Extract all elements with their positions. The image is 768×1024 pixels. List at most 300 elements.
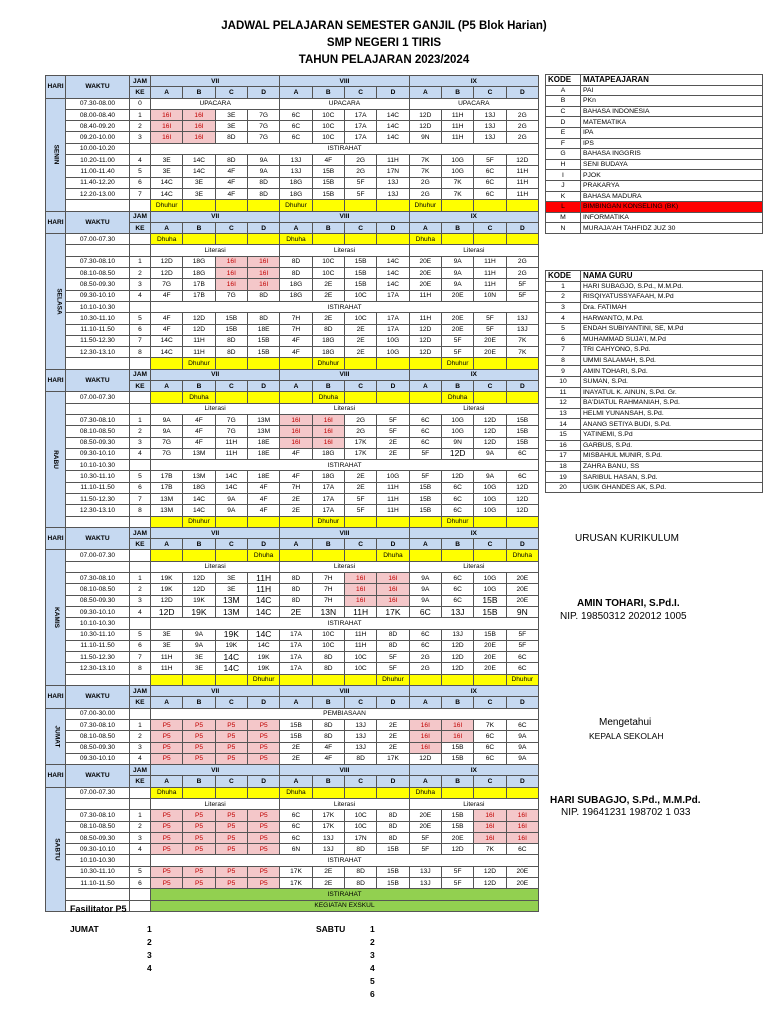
period-cell (130, 358, 151, 369)
table-row (46, 674, 539, 685)
dhuha-cell: Dhuha (247, 550, 279, 561)
schedule-cell: 5F (441, 878, 473, 889)
dhuha-cell (247, 787, 279, 798)
dhuhur-cell (344, 200, 376, 211)
teacher-name: HARWANTO, M.Pd. (581, 313, 763, 324)
period-cell: 6 (130, 324, 151, 335)
schedule-cell: 14C (215, 652, 247, 663)
fasilitator-number: 3 (370, 950, 375, 960)
time-cell (66, 799, 130, 810)
schedule-cell: 9N (441, 437, 473, 448)
hari-header: HARI (46, 686, 66, 709)
schedule-cell: 19K (183, 595, 215, 606)
subject-row (546, 180, 763, 191)
schedule-cell: 15B (441, 742, 473, 753)
schedule-cell: 16I (312, 414, 344, 425)
schedule-cell: 8D (247, 188, 279, 199)
fasilitator-number: 5 (370, 976, 375, 986)
schedule-cell: 13M (247, 426, 279, 437)
dhuhur-cell: Dhuhur (409, 200, 441, 211)
grade-header: VIII (280, 686, 409, 697)
class-header: B (312, 87, 344, 98)
schedule-cell: 3E (183, 177, 215, 188)
time-cell: 11.10-11.50 (66, 878, 130, 889)
schedule-cell: P5 (151, 866, 183, 877)
dhuhur-cell (280, 674, 312, 685)
time-cell: 08.50-09.30 (66, 742, 130, 753)
schedule-cell: 2E (344, 335, 376, 346)
schedule-cell: 13J (280, 155, 312, 166)
subject-legend (545, 74, 763, 234)
dhuha-cell: Dhuha (312, 392, 344, 403)
schedule-cell: 8D (344, 844, 376, 855)
schedule-cell: 18G (183, 256, 215, 267)
time-cell: 11.10-11.50 (66, 640, 130, 651)
dhuha-cell: Dhuha (409, 787, 441, 798)
schedule-cell: P5 (247, 878, 279, 889)
period-cell: 1 (130, 719, 151, 730)
schedule-cell: 4F (280, 471, 312, 482)
time-cell: 10.10-10.30 (66, 618, 130, 629)
schedule-cell: 15B (409, 482, 441, 493)
class-header: A (409, 222, 441, 233)
class-header: D (377, 539, 409, 550)
dhuha-cell (215, 550, 247, 561)
table-row (46, 844, 539, 855)
schedule-cell: 17A (344, 109, 376, 120)
schedule-cell: 13J (506, 324, 538, 335)
schedule-cell: P5 (247, 753, 279, 764)
schedule-cell: 13M (151, 493, 183, 504)
table-row (46, 821, 539, 832)
time-cell: 10.30-11.10 (66, 866, 130, 877)
period-cell: 0 (130, 98, 151, 109)
subject-code: F (546, 138, 581, 149)
schedule-cell: 6C (506, 844, 538, 855)
schedule-cell: 13M (183, 448, 215, 459)
period-cell (130, 460, 151, 471)
time-cell: 08.10-08.50 (66, 584, 130, 595)
subject-code: K (546, 191, 581, 202)
time-cell: 11.50-12.30 (66, 335, 130, 346)
schedule-cell: 12D (441, 652, 473, 663)
schedule-cell: 7G (247, 109, 279, 120)
schedule-cell: 10G (441, 414, 473, 425)
schedule-cell: 10C (344, 652, 376, 663)
schedule-cell: 20E (441, 832, 473, 843)
schedule-cell: 4F (280, 448, 312, 459)
schedule-cell: 15B (474, 606, 506, 617)
schedule-cell: 18G (183, 268, 215, 279)
day-header-row (46, 527, 539, 538)
schedule-cell: 16I (247, 279, 279, 290)
time-cell: 12.30-13.10 (66, 347, 130, 358)
class-header: D (506, 776, 538, 787)
class-header: D (377, 87, 409, 98)
schedule-cell: 20E (409, 821, 441, 832)
class-header: D (506, 539, 538, 550)
period-cell: 8 (130, 505, 151, 516)
subject-code: N (546, 223, 581, 234)
schedule-cell: 14C (247, 640, 279, 651)
time-cell: 08.50-09.30 (66, 832, 130, 843)
dhuhur-cell (247, 516, 279, 527)
schedule-cell: 10G (441, 155, 473, 166)
jam-header: JAM (130, 76, 151, 87)
class-header: B (441, 539, 473, 550)
table-row (46, 290, 539, 301)
schedule-cell: 20E (506, 595, 538, 606)
fasilitator-jumat-label: JUMAT (70, 924, 99, 934)
fasilitator-number: 6 (370, 989, 375, 999)
schedule-cell: 16I (377, 595, 409, 606)
schedule-cell: 8D (312, 652, 344, 663)
time-cell: 12.30-13.10 (66, 663, 130, 674)
period-cell (130, 200, 151, 211)
table-row (46, 324, 539, 335)
schedule-cell: 13J (344, 719, 376, 730)
schedule-cell: P5 (151, 878, 183, 889)
schedule-cell: 10C (344, 810, 376, 821)
schedule-cell: 12D (409, 753, 441, 764)
schedule-cell: 20E (409, 256, 441, 267)
schedule-cell: P5 (215, 810, 247, 821)
schedule-cell: 7K (474, 719, 506, 730)
schedule-cell: 11H (215, 448, 247, 459)
time-cell: 07.30-08.10 (66, 573, 130, 584)
schedule-cell: 12D (151, 606, 183, 617)
teacher-row (546, 440, 763, 451)
schedule-cell: 6C (506, 719, 538, 730)
period-cell: 4 (130, 606, 151, 617)
time-cell: 08.40-09.20 (66, 121, 130, 132)
schedule-cell: 16I (441, 719, 473, 730)
grade-header: VII (151, 686, 280, 697)
dhuhur-cell: Dhuhur (183, 358, 215, 369)
schedule-cell: 2G (409, 177, 441, 188)
schedule-cell: 16I (280, 437, 312, 448)
subject-row (546, 202, 763, 213)
class-header: B (441, 697, 473, 708)
schedule-cell: 17N (377, 166, 409, 177)
schedule-cell: 10C (344, 821, 376, 832)
time-cell: 10.10-10.30 (66, 460, 130, 471)
schedule-cell: 3E (151, 629, 183, 640)
schedule-cell: 4F (280, 335, 312, 346)
schedule-cell: P5 (247, 742, 279, 753)
schedule-cell: 2G (344, 166, 376, 177)
class-header: B (183, 539, 215, 550)
schedule-cell: 9A (441, 256, 473, 267)
time-cell: 08.50-09.30 (66, 437, 130, 448)
activity-cell: ISTIRAHAT (151, 855, 539, 866)
schedule-cell: 10C (312, 640, 344, 651)
schedule-cell: 17A (280, 652, 312, 663)
schedule-cell: 2G (506, 132, 538, 143)
schedule-cell: 12D (506, 493, 538, 504)
dhuhur-cell: Dhuhur (312, 516, 344, 527)
schedule-cell: 16I (474, 832, 506, 843)
schedule-cell: 8D (280, 573, 312, 584)
schedule-cell: 7K (506, 335, 538, 346)
table-row (46, 347, 539, 358)
subject-title-header: MATAPEAJARAN (581, 75, 763, 86)
schedule-cell: 14C (377, 121, 409, 132)
schedule-cell: 2E (280, 606, 312, 617)
period-cell (130, 674, 151, 685)
activity-cell: Literasi (280, 245, 409, 256)
schedule-cell: 2G (409, 663, 441, 674)
schedule-cell: 2E (312, 878, 344, 889)
schedule-cell: P5 (183, 878, 215, 889)
class-header: D (506, 381, 538, 392)
dhuha-cell (280, 550, 312, 561)
schedule-cell: 7G (215, 426, 247, 437)
class-header: C (344, 222, 376, 233)
time-cell: 12.20-13.00 (66, 188, 130, 199)
activity-cell: Literasi (280, 799, 409, 810)
period-cell: 2 (130, 731, 151, 742)
hari-header: HARI (46, 765, 66, 788)
time-cell: 07.00-07.30 (66, 234, 130, 245)
schedule-cell: 2E (344, 347, 376, 358)
time-cell (66, 561, 130, 572)
time-cell: 08.50-09.30 (66, 595, 130, 606)
table-row (46, 787, 539, 798)
schedule-cell: 16I (215, 256, 247, 267)
class-header: B (183, 381, 215, 392)
schedule-cell: 12D (409, 347, 441, 358)
schedule-table (45, 75, 539, 912)
schedule-cell: 2E (344, 482, 376, 493)
schedule-cell: 18E (247, 324, 279, 335)
teacher-name: HARI SUBAGJO, S.Pd., M.M.Pd. (581, 281, 763, 292)
schedule-cell: 9A (215, 493, 247, 504)
schedule-cell: 6C (409, 606, 441, 617)
subject-row (546, 212, 763, 223)
schedule-cell: P5 (183, 753, 215, 764)
schedule-cell: 11H (151, 663, 183, 674)
schedule-cell: 17A (280, 629, 312, 640)
dhuhur-cell: Dhuhur (151, 200, 183, 211)
time-cell: 08.10-08.50 (66, 268, 130, 279)
subject-name: INFORMATIKA (581, 212, 763, 223)
table-row (46, 143, 539, 154)
schedule-cell: 11H (215, 437, 247, 448)
schedule-cell: 2E (344, 324, 376, 335)
period-cell: 3 (130, 742, 151, 753)
dhuha-cell (474, 234, 506, 245)
period-cell (130, 799, 151, 810)
dhuha-cell (183, 234, 215, 245)
schedule-cell: 15B (215, 324, 247, 335)
period-cell (130, 392, 151, 403)
class-header: D (377, 222, 409, 233)
schedule-cell: 6C (409, 629, 441, 640)
time-cell: 08.50-09.30 (66, 279, 130, 290)
schedule-cell: 2G (409, 188, 441, 199)
time-cell: 09.30-10.10 (66, 606, 130, 617)
schedule-cell: 14C (247, 595, 279, 606)
schedule-cell: 2G (344, 414, 376, 425)
period-cell (130, 561, 151, 572)
table-row (46, 640, 539, 651)
dhuha-cell (151, 392, 183, 403)
ke-header: KE (130, 539, 151, 550)
schedule-cell: 11H (441, 109, 473, 120)
schedule-cell: 13J (409, 866, 441, 877)
schedule-cell: 12D (183, 324, 215, 335)
academic-year: TAHUN PELAJARAN 2023/2024 (298, 54, 470, 66)
subject-row (546, 106, 763, 117)
schedule-cell: 16I (312, 426, 344, 437)
activity-cell: Literasi (409, 403, 538, 414)
dhuhur-cell (441, 200, 473, 211)
schedule-cell: 9A (183, 640, 215, 651)
schedule-cell: 17K (312, 810, 344, 821)
teacher-name: RISQIYATUSSYAFAAH, M.Pd (581, 292, 763, 303)
dhuha-cell: Dhuha (441, 392, 473, 403)
class-header: D (247, 539, 279, 550)
schedule-cell: 9A (441, 279, 473, 290)
time-cell: 09.30-10.10 (66, 448, 130, 459)
schedule-cell: 5F (506, 629, 538, 640)
class-header: A (280, 776, 312, 787)
teacher-row (546, 355, 763, 366)
dhuhur-cell (377, 358, 409, 369)
dhuhur-cell (506, 516, 538, 527)
teacher-name: SUMAN, S.Pd. (581, 376, 763, 387)
schedule-cell: 16I (409, 731, 441, 742)
schedule-cell: 7H (280, 324, 312, 335)
waktu-header: WAKTU (66, 211, 130, 234)
schedule-cell: 17A (280, 663, 312, 674)
schedule-cell: 6C (409, 414, 441, 425)
activity-cell: ISTIRAHAT (151, 301, 539, 312)
schedule-cell: 16I (215, 279, 247, 290)
teacher-code: 11 (546, 387, 581, 398)
hari-nip: NIP. 19641231 198702 1 033 (561, 807, 691, 818)
schedule-cell: P5 (247, 719, 279, 730)
class-header: A (280, 222, 312, 233)
dhuha-cell (506, 392, 538, 403)
schedule-cell: 13J (344, 742, 376, 753)
grade-header: IX (409, 527, 538, 538)
grade-header: VIII (280, 211, 409, 222)
fasilitator-title: Fasilitator P5 (70, 904, 127, 914)
schedule-cell: P5 (183, 719, 215, 730)
day-header-row (46, 211, 539, 222)
teacher-kode-header: KODE (546, 271, 581, 282)
schedule-cell: 5F (441, 347, 473, 358)
schedule-cell: P5 (247, 810, 279, 821)
schedule-cell: 12D (506, 155, 538, 166)
teacher-name: TRI CAHYONO, S.Pd. (581, 345, 763, 356)
schedule-cell: 6C (441, 482, 473, 493)
schedule-cell: 15B (474, 595, 506, 606)
teacher-row (546, 334, 763, 345)
jam-header: JAM (130, 369, 151, 380)
schedule-cell: 2E (280, 505, 312, 516)
table-row (46, 437, 539, 448)
amin-signature-name: AMIN TOHARI, S.Pd.I. (577, 598, 680, 609)
schedule-cell: 12D (183, 584, 215, 595)
schedule-cell: 7G (151, 437, 183, 448)
schedule-cell: 17K (344, 437, 376, 448)
schedule-cell: 2E (280, 493, 312, 504)
time-cell: 09.30-10.10 (66, 753, 130, 764)
subject-row (546, 159, 763, 170)
schedule-cell: 10C (344, 663, 376, 674)
teacher-name: MISBAHUL MUNIR, S.Pd. (581, 451, 763, 462)
schedule-cell: 12D (441, 640, 473, 651)
teacher-row (546, 482, 763, 493)
dhuhur-cell (215, 200, 247, 211)
schedule-cell: 3E (151, 640, 183, 651)
schedule-cell: P5 (151, 731, 183, 742)
schedule-cell: 6C (280, 132, 312, 143)
schedule-cell: 12D (409, 109, 441, 120)
schedule-cell: 3E (215, 121, 247, 132)
teacher-code: 19 (546, 472, 581, 483)
subject-row (546, 117, 763, 128)
fasilitator-number: 3 (147, 950, 152, 960)
period-cell: 4 (130, 844, 151, 855)
schedule-cell: 8D (377, 832, 409, 843)
teacher-row (546, 376, 763, 387)
schedule-cell: 18E (247, 471, 279, 482)
subject-kode-header: KODE (546, 75, 581, 86)
schedule-cell: 10G (441, 426, 473, 437)
class-header: B (312, 222, 344, 233)
schedule-cell: 14C (183, 166, 215, 177)
schedule-cell: 18E (247, 437, 279, 448)
day-label-text: KAMIS (52, 607, 60, 629)
dhuha-cell: Dhuha (506, 550, 538, 561)
schedule-cell: 2G (506, 256, 538, 267)
schedule-cell: 20E (474, 347, 506, 358)
dhuhur-cell (312, 200, 344, 211)
period-cell: 2 (130, 584, 151, 595)
schedule-cell: 4F (215, 166, 247, 177)
schedule-cell: 17B (151, 471, 183, 482)
schedule-cell: 17K (344, 448, 376, 459)
amin-nip: NIP. 19850312 202012 1005 (560, 611, 687, 622)
teacher-name: ZAHRA BANU, SS (581, 461, 763, 472)
schedule-cell: 9A (215, 505, 247, 516)
time-cell: 10.30-11.10 (66, 629, 130, 640)
table-row (46, 731, 539, 742)
schedule-cell: 5F (506, 279, 538, 290)
table-row (46, 301, 539, 312)
table-row (46, 482, 539, 493)
period-cell: 1 (130, 573, 151, 584)
schedule-cell: 7H (280, 313, 312, 324)
schedule-cell: 16I (409, 742, 441, 753)
schedule-cell: 13J (312, 832, 344, 843)
class-header: B (441, 222, 473, 233)
schedule-cell: 12D (506, 505, 538, 516)
schedule-cell: 17A (312, 493, 344, 504)
teacher-code: 8 (546, 355, 581, 366)
table-row (46, 606, 539, 617)
table-row (46, 629, 539, 640)
schedule-cell: 20E (474, 652, 506, 663)
dhuhur-cell (377, 200, 409, 211)
waktu-header: WAKTU (66, 369, 130, 392)
schedule-cell: 14C (183, 155, 215, 166)
dhuha-cell (215, 234, 247, 245)
